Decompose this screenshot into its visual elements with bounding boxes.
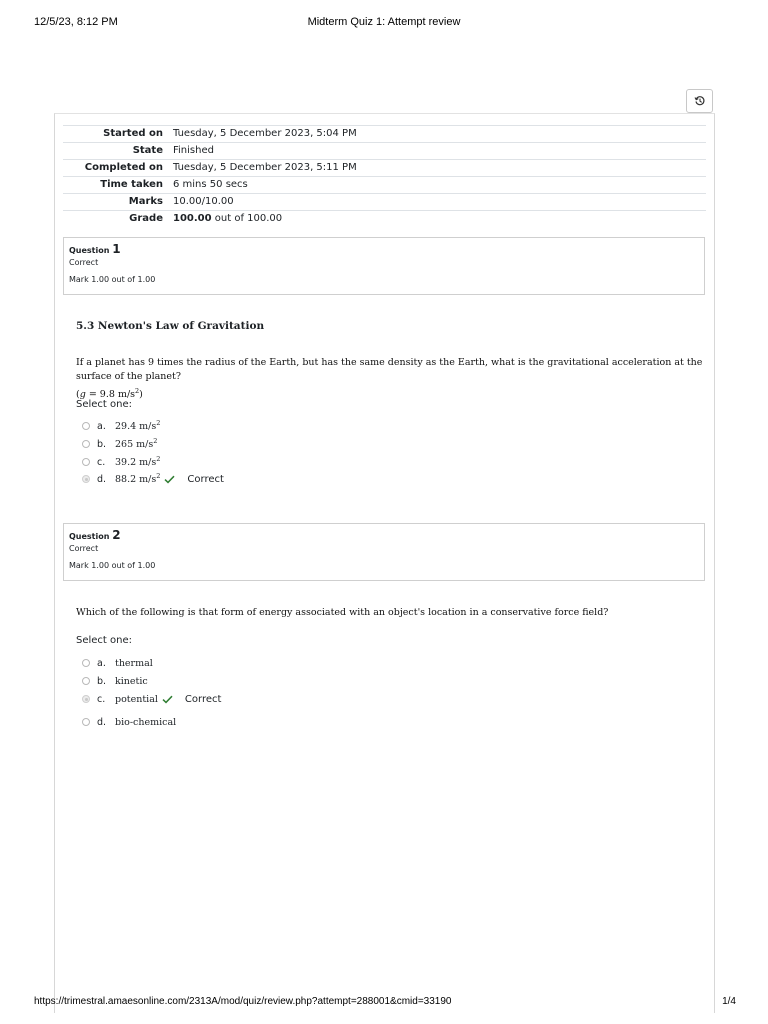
question-mark: Mark 1.00 out of 1.00 [69, 561, 156, 570]
print-page-number: 1/4 [722, 996, 736, 1007]
print-header [34, 16, 734, 30]
exponent: 2 [156, 472, 161, 481]
summary-value: 6 mins 50 secs [173, 177, 706, 194]
answer-option-c[interactable] [82, 455, 160, 469]
answer-text [115, 472, 160, 485]
check-icon [162, 695, 173, 704]
answer-letter: c. [97, 693, 106, 705]
question-state: Correct [69, 258, 99, 267]
question-number-value: 1 [112, 242, 121, 256]
question-1-info [63, 237, 705, 295]
answer-value: 39.2 m/s [115, 457, 157, 469]
question-number [69, 528, 704, 542]
summary-label: State [63, 143, 173, 160]
answer-option-c[interactable] [82, 692, 221, 706]
answer-letter: d. [97, 473, 107, 485]
grade-out-of: out of 100.00 [211, 213, 283, 225]
print-footer [34, 996, 736, 1010]
g-symbol: g [79, 389, 86, 401]
answer-radio-selected[interactable] [82, 695, 90, 703]
print-page-title: Midterm Quiz 1: Attempt review [307, 16, 461, 28]
answer-letter: a. [97, 657, 106, 669]
question-number [69, 242, 704, 256]
summary-value: Tuesday, 5 December 2023, 5:11 PM [173, 160, 706, 177]
answer-radio[interactable] [82, 718, 90, 726]
question-1-title: 5.3 Newton's Law of Gravitation [76, 320, 265, 332]
answer-radio[interactable] [82, 422, 90, 430]
answer-text: potential [115, 693, 158, 705]
question-label: Question [69, 246, 110, 255]
answer-letter: a. [97, 420, 106, 432]
question-state: Correct [69, 544, 99, 553]
summary-label: Completed on [63, 160, 173, 177]
answer-text [115, 437, 157, 450]
answer-letter: d. [97, 716, 107, 728]
answer-value: 265 m/s [115, 439, 154, 451]
answer-radio[interactable] [82, 677, 90, 685]
answer-letter: c. [97, 456, 106, 468]
answer-value: 88.2 m/s [115, 474, 157, 486]
print-datetime: 12/5/23, 8:12 PM [34, 16, 118, 28]
answer-option-a[interactable] [82, 656, 153, 670]
answer-option-b[interactable] [82, 674, 148, 688]
question-text-line [76, 384, 706, 402]
summary-row-state [63, 143, 706, 160]
paren-open: ( [76, 389, 80, 401]
question-2-text: Which of the following is that form of energy associated with an object's location in a conservative force field? [76, 607, 609, 618]
answer-radio[interactable] [82, 440, 90, 448]
summary-row-time-taken [63, 177, 706, 194]
attempt-summary-table [63, 125, 706, 227]
question-2-info [63, 523, 705, 581]
answer-option-a[interactable] [82, 419, 160, 433]
grade-score: 100.00 [173, 213, 212, 225]
answer-option-d[interactable] [82, 472, 224, 486]
answer-text [115, 419, 160, 432]
answer-value: 29.4 m/s [115, 421, 157, 433]
summary-label: Time taken [63, 177, 173, 194]
summary-row-grade [63, 211, 706, 228]
answer-radio-selected[interactable] [82, 475, 90, 483]
select-one-label: Select one: [76, 399, 133, 410]
answer-text: thermal [115, 657, 153, 669]
paren-close: ) [139, 389, 143, 401]
answer-text [115, 455, 160, 468]
exponent: 2 [156, 455, 161, 464]
answer-letter: b. [97, 438, 107, 450]
question-1-text [76, 356, 706, 402]
exponent: 2 [153, 437, 158, 446]
summary-label: Marks [63, 194, 173, 211]
summary-row-marks [63, 194, 706, 211]
answer-feedback: Correct [184, 693, 222, 705]
summary-label: Started on [63, 126, 173, 143]
summary-value [173, 211, 706, 228]
answer-letter: b. [97, 675, 107, 687]
history-icon [694, 95, 706, 107]
answer-text: bio-chemical [115, 716, 177, 728]
exponent: 2 [156, 419, 161, 428]
answer-feedback: Correct [187, 473, 224, 485]
summary-row-started [63, 126, 706, 143]
answer-text: kinetic [115, 675, 148, 687]
summary-row-completed [63, 160, 706, 177]
check-icon [164, 475, 175, 484]
exponent: 2 [135, 387, 140, 395]
question-mark: Mark 1.00 out of 1.00 [69, 275, 156, 284]
answer-option-d[interactable] [82, 715, 176, 729]
review-history-button[interactable] [686, 89, 713, 113]
answer-radio[interactable] [82, 458, 90, 466]
print-url: https://trimestral.amaesonline.com/2313A/mod/quiz/review.php?attempt=288001&cmid=33190 [34, 996, 452, 1007]
answer-option-b[interactable] [82, 437, 157, 451]
summary-value: Finished [173, 143, 706, 160]
summary-value: Tuesday, 5 December 2023, 5:04 PM [173, 126, 706, 143]
question-number-value: 2 [112, 528, 121, 542]
question-label: Question [69, 532, 110, 541]
answer-radio[interactable] [82, 659, 90, 667]
select-one-label: Select one: [76, 635, 133, 646]
g-value: = 9.8 m/s [85, 389, 136, 401]
question-text-line: If a planet has 9 times the radius of the Earth, but has the same density as the Earth, what is the gravitational acceleration at the surface of the planet? [76, 357, 703, 382]
summary-value: 10.00/10.00 [173, 194, 706, 211]
summary-label: Grade [63, 211, 173, 228]
